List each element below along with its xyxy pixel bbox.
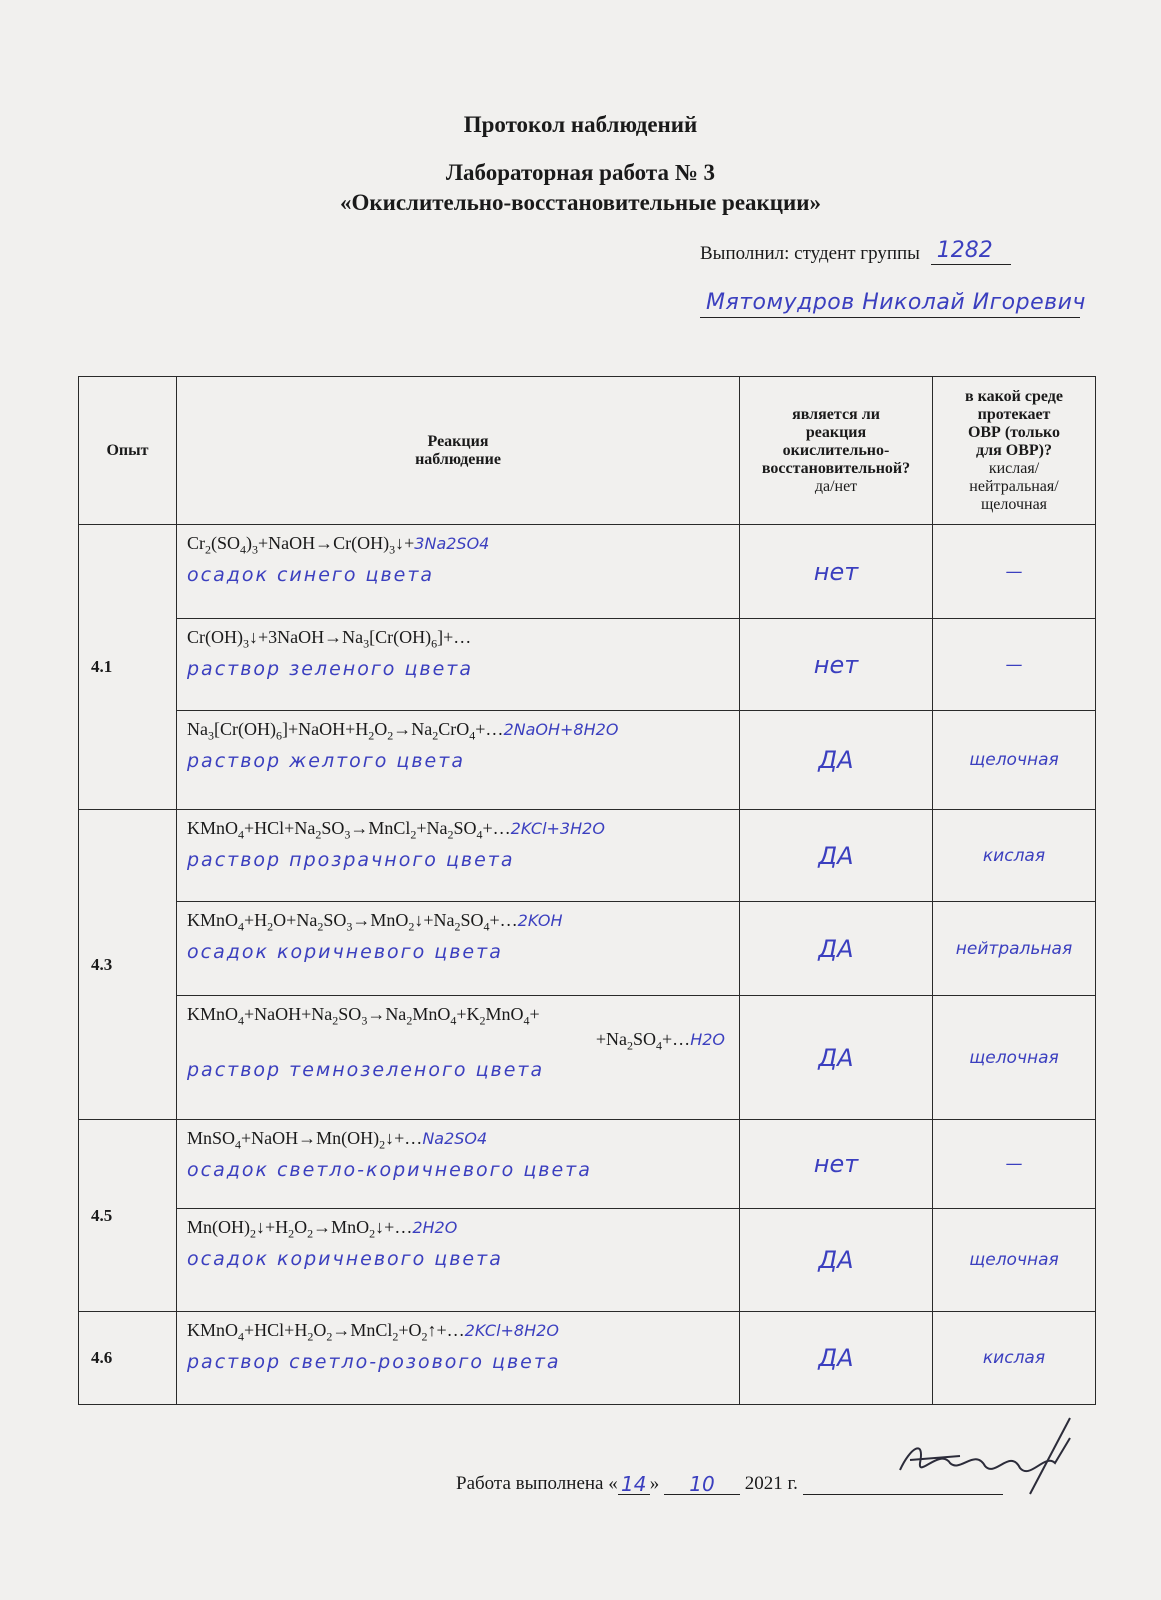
handwritten-product: 2KCl+8H2O [464, 1321, 559, 1340]
table-row [79, 619, 1096, 711]
observation: раствор зеленого цвета [187, 657, 473, 680]
handwritten-product: 2H2O [412, 1218, 458, 1237]
observation: осадок коричневого цвета [187, 940, 503, 963]
is-redox-answer: ДА [740, 711, 933, 810]
equation: $KMnO_4+NaOH+Na_2SO_3\to Na_2MnO_4+K_2MnO_4+$ [187, 1004, 540, 1028]
equation: $MnSO_4+NaOH\to Mn(OH)_2↓+\dots Na2SO4$ [187, 1128, 488, 1152]
handwritten-product: 2NaOH+8H2O [503, 720, 619, 739]
handwritten-product: 2KCl+3H2O [510, 819, 605, 838]
medium-answer: кислая [933, 810, 1096, 902]
header-is-redox: является ли реакция окислительно- восстановительной? да/нет [740, 377, 933, 525]
group-field [931, 238, 1011, 265]
month-field [664, 1472, 740, 1495]
equation: $Cr_2(SO_4)_3+NaOH\to Cr(OH)_3↓+3Na2SO4$ [187, 533, 490, 557]
reaction-cell [177, 1312, 740, 1405]
student-name: Мятомудров Николай Игоревич [706, 290, 1086, 315]
observation: раствор прозрачного цвета [187, 848, 515, 871]
table-row [79, 1120, 1096, 1209]
handwritten-product: 2KOH [517, 911, 563, 930]
completion-label: Работа выполнена « [456, 1473, 618, 1494]
reaction-cell [177, 1120, 740, 1209]
table-row [79, 525, 1096, 619]
is-redox-answer: нет [740, 1120, 933, 1209]
equation: $Cr(OH)_3↓+3NaOH\to Na_3[Cr(OH)_6]+\dots$ [187, 627, 472, 651]
equation: $Mn(OH)_2↓+H_2O_2\to MnO_2↓+\dots 2H2O$ [187, 1217, 458, 1241]
medium-answer: — [933, 1120, 1096, 1209]
is-redox-answer: ДА [740, 1312, 933, 1405]
handwritten-product: Na2SO4 [422, 1129, 488, 1148]
lab-number: Лабораторная работа № 3 [445, 160, 716, 185]
medium-answer: щелочная [933, 996, 1096, 1120]
completion-line: Работа выполнена « 14 » 10 2021 г. [456, 1472, 1003, 1495]
document-title: Протокол наблюдений [463, 112, 698, 137]
equation: $KMnO_4+HCl+H_2O_2\to MnCl_2+O_2↑+\dots 2KCl+8H2O$ [187, 1320, 559, 1344]
reaction-cell [177, 902, 740, 996]
performer-line [700, 238, 1011, 265]
is-redox-answer: ДА [740, 996, 933, 1120]
observation-table [78, 376, 1096, 1405]
observation: раствор светло-розового цвета [187, 1350, 561, 1373]
reaction-cell [177, 1209, 740, 1312]
experiment-id: 4.5 [79, 1120, 177, 1312]
table-row [79, 711, 1096, 810]
reaction-cell [177, 810, 740, 902]
table-row [79, 810, 1096, 902]
is-redox-answer: ДА [740, 902, 933, 996]
is-redox-answer: ДА [740, 810, 933, 902]
medium-answer: щелочная [933, 711, 1096, 810]
equation-line-2: $+Na_2SO_4+\dots H2O$ [595, 1028, 725, 1053]
observation: раствор темнозеленого цвета [187, 1059, 545, 1082]
experiment-id: 4.1 [79, 525, 177, 810]
reaction-cell [177, 619, 740, 711]
equation: $Na_3[Cr(OH)_6]+NaOH+H_2O_2\to Na_2CrO_4+\dots 2NaOH+8H2O$ [187, 719, 619, 743]
day-field [618, 1472, 650, 1495]
equation: $KMnO_4+HCl+Na_2SO_3\to MnCl_2+Na_2SO_4+\dots 2KCl+3H2O$ [187, 818, 605, 842]
observation: раствор желтого цвета [187, 749, 465, 772]
handwritten-product: 3Na2SO4 [414, 534, 490, 553]
observation: осадок синего цвета [187, 563, 435, 586]
is-redox-answer: нет [740, 525, 933, 619]
medium-answer: — [933, 525, 1096, 619]
table-row [79, 996, 1096, 1120]
medium-answer: кислая [933, 1312, 1096, 1405]
month-value: 10 [689, 1472, 715, 1496]
reaction-cell [177, 996, 740, 1120]
lab-topic: «Окислительно-восстановительные реакции» [339, 190, 822, 215]
is-redox-answer: нет [740, 619, 933, 711]
table-row [79, 1209, 1096, 1312]
day-value: 14 [621, 1472, 647, 1496]
performer-label: Выполнил: студент группы [700, 243, 920, 264]
observation: осадок светло-коричневого цвета [187, 1158, 592, 1181]
experiment-id: 4.6 [79, 1312, 177, 1405]
table-row [79, 902, 1096, 996]
header-experiment: Опыт [79, 377, 177, 525]
header-medium: в какой среде протекает ОВР (только для ОВР)? кислая/ нейтральная/ щелочная [933, 377, 1096, 525]
handwritten-product: H2O [690, 1029, 725, 1049]
year-label: 2021 г. [744, 1473, 798, 1494]
teacher-signature [880, 1408, 1090, 1498]
reaction-cell [177, 525, 740, 619]
header-reaction: Реакция наблюдение [177, 377, 740, 525]
medium-answer: щелочная [933, 1209, 1096, 1312]
observation: осадок коричневого цвета [187, 1247, 503, 1270]
equation: $KMnO_4+H_2O+Na_2SO_3\to MnO_2↓+Na_2SO_4+\dots 2KOH$ [187, 910, 563, 934]
student-name-field [700, 283, 1086, 318]
reaction-cell [177, 711, 740, 810]
medium-answer: нейтральная [933, 902, 1096, 996]
table-row [79, 1312, 1096, 1405]
group-number: 1282 [936, 238, 993, 263]
experiment-id: 4.3 [79, 810, 177, 1120]
medium-answer: — [933, 619, 1096, 711]
is-redox-answer: ДА [740, 1209, 933, 1312]
